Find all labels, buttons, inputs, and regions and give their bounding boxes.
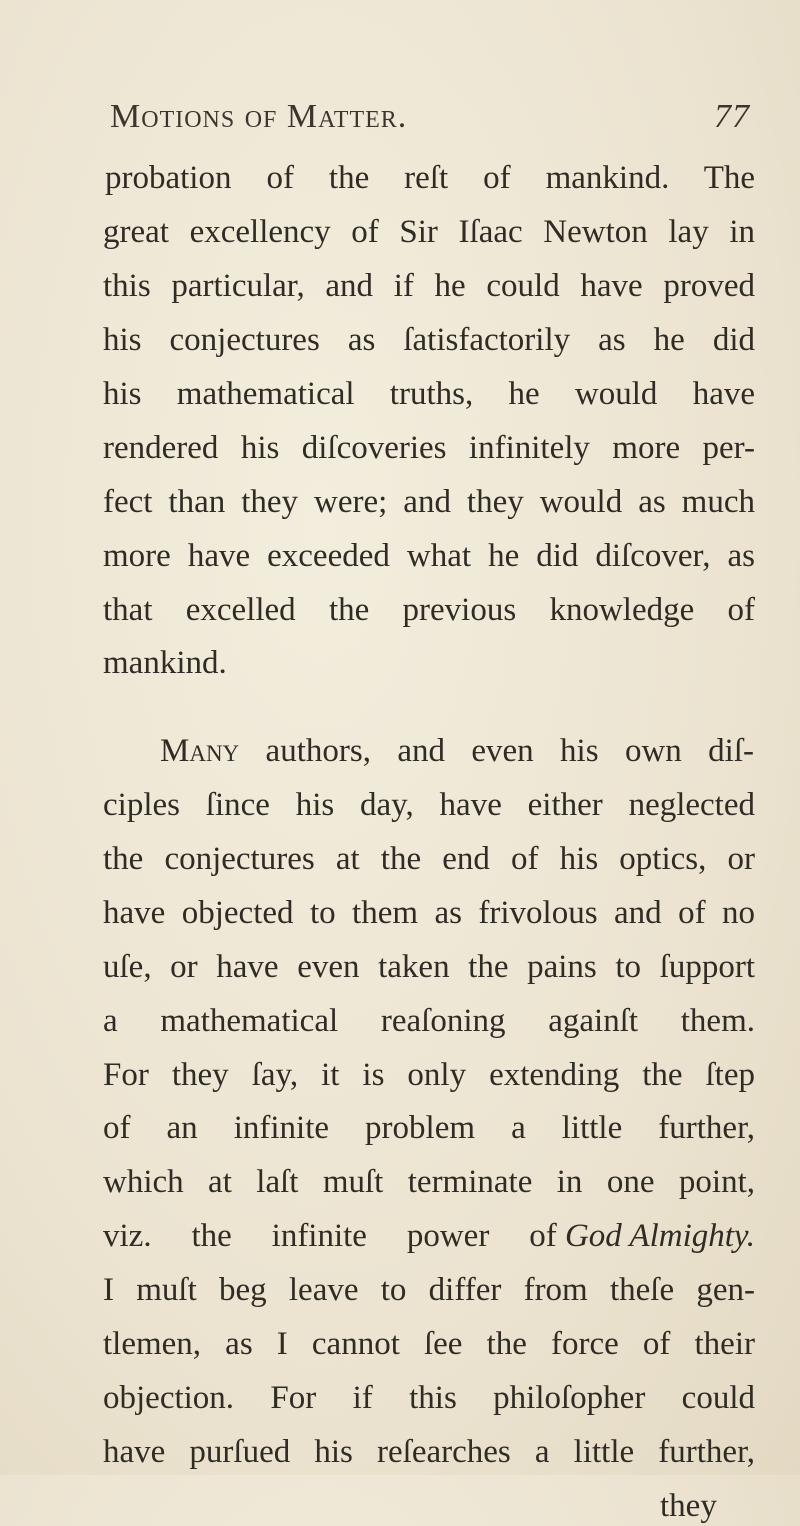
text-line: probation of the reſt of mankind. The <box>105 160 755 196</box>
text-line: which at laſt muſt terminate in one point, <box>103 1164 755 1201</box>
text-line: uſe, or have even taken the pains to ſupport <box>103 948 755 985</box>
text-line: have objected to them as frivolous and of no <box>103 894 755 931</box>
text-line-rest: authors, and even his own diſ- <box>239 732 754 769</box>
italic-phrase: God Almighty. <box>564 1218 755 1255</box>
catchword: they <box>660 1488 717 1525</box>
text-line: ciples ſince his day, have either neglected <box>103 786 755 823</box>
text-line: I muſt beg leave to differ from theſe gen- <box>103 1272 755 1309</box>
viz-line-text: viz. the infinite power of <box>103 1218 565 1255</box>
text-line: that excelled the previous knowledge of <box>103 591 755 628</box>
text-line: more have exceeded what he did diſcover, as <box>103 537 755 574</box>
text-line: the conjectures at the end of his optics, or <box>103 840 755 877</box>
text-line: have purſued his reſearches a little further, <box>103 1434 755 1471</box>
text-line: this particular, and if he could have proved <box>103 267 755 304</box>
text-line-viz <box>103 1216 755 1256</box>
text-line: For they ſay, it is only extending the ſtep <box>103 1056 755 1093</box>
text-line: mankind. <box>103 645 227 682</box>
opening-word: Many <box>160 732 240 769</box>
text-line: objection. For if this philoſopher could <box>103 1380 755 1417</box>
page-number: 77 <box>714 98 750 135</box>
text-line: a mathematical reaſoning againſt them. <box>103 1002 755 1039</box>
text-line: his conjectures as ſatisfactorily as he did <box>103 321 755 358</box>
text-line: rendered his diſcoveries infinitely more per- <box>103 429 755 466</box>
text-line: his mathematical truths, he would have <box>103 375 755 412</box>
running-head-title: Motions of Matter. <box>110 98 408 135</box>
text-line: great excellency of Sir Iſaac Newton lay in <box>103 213 755 250</box>
text-line: tlemen, as I cannot ſee the force of their <box>103 1326 755 1363</box>
paragraph-opening-line <box>160 731 754 771</box>
text-line: of an infinite problem a little further, <box>103 1110 755 1147</box>
text-line: fect than they were; and they would as much <box>103 483 755 520</box>
running-head <box>110 98 750 148</box>
